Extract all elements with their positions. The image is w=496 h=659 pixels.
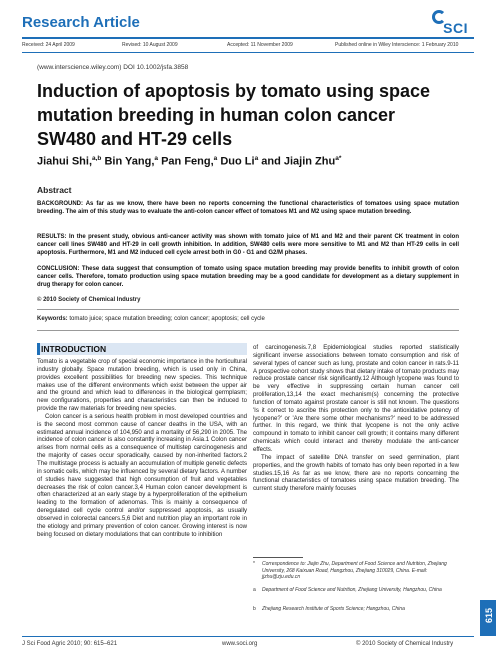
body-column-right	[253, 344, 459, 493]
page-number: 615	[484, 607, 494, 623]
author-name: Jiahui Shi,	[37, 155, 93, 168]
footnote-rule	[253, 557, 303, 558]
results-label: RESULTS:	[37, 234, 67, 240]
article-title: Induction of apoptosis by tomato using space mutation breeding in human colon cancer SW480 and HT-29 cells	[37, 81, 431, 149]
author-affiliation: a,b	[92, 155, 102, 162]
author-name: and Jiajin Zhu	[258, 155, 336, 168]
dates-rule	[22, 52, 474, 53]
site-link[interactable]: www.soci.org	[222, 641, 258, 647]
accepted-date: Accepted: 11 November 2009	[227, 42, 293, 48]
published-date: Published online in Wiley Interscience: 1 February 2010	[335, 42, 459, 48]
footnote-text: Zhejiang Research Institute of Sports Science; Hangzhou, China	[262, 606, 405, 612]
section-label: Research Article	[22, 14, 140, 31]
journal-citation: J Sci Food Agric 2010; 90: 615–621	[22, 641, 118, 647]
conclusion-label: CONCLUSION:	[37, 266, 80, 272]
conclusion-text: These data suggest that consumption of tomato using space mutation breeding may provide benefits to inhibit growth of colon cancer cells. Therefore, tomato production using space mutation breeding may be a good candidate for development as a dietary supplement in drug therapy for colon cancer.	[37, 266, 459, 288]
author-name: Duo Li	[217, 155, 255, 168]
author-affiliation: a	[154, 155, 159, 162]
doi-link[interactable]: (www.interscience.wiley.com) DOI 10.1002/jsfa.3858	[37, 64, 189, 71]
author-affiliation: a	[254, 155, 259, 162]
background-label: BACKGROUND:	[37, 201, 83, 207]
footnote-affiliation-a	[253, 587, 459, 594]
intro-heading: INTRODUCTION	[41, 344, 107, 354]
revised-date: Revised: 10 August 2009	[122, 42, 178, 48]
author-list	[37, 155, 341, 168]
paragraph: The impact of satellite DNA transfer on seed germination, plant properties, and the growth habits of tomato has only been reported in a few studies.15,16 As far as we know, there are no reports concerning the functional characteristics of tomatoes using space mutation breeding. The current study therefore mainly focuses	[253, 453, 459, 493]
background-text: As far as we know, there have been no reports concerning the functional characteristics of tomatoes using space mutation breeding. The aim of this study was to evaluate the anti-colon cancer effect of tomatoes M1 and M2 using space mutation breeding.	[37, 201, 459, 215]
received-date: Received: 24 April 2009	[22, 42, 75, 48]
footnote-text: Correspondence to: Jiajin Zhu, Department of Food Science and Nutrition, Zhejiang University, 268 Kaixuan Road, Hangzhou, Zhejiang 310029, China. E-mail: jjzhu@zju.edu.cn	[262, 561, 447, 580]
paragraph: Tomato is a vegetable crop of special economic importance in the horticultural industry globally. Space mutation breeding, which is used only in China, provides excellent possibilities for breeding new species. This technique makes use of the different environments which exist between the upper air and the ground and which lead to differences in the biological germplasm; new configurations, properties and characteristics can then be induced to provide the raw materials for breeding new species.	[37, 358, 247, 413]
header-rule	[22, 37, 474, 39]
author-name: Bin Yang,	[101, 155, 155, 168]
author-name: Pan Feng,	[158, 155, 214, 168]
author-affiliation: a*	[335, 155, 342, 162]
abstract-background	[37, 201, 459, 217]
abstract-heading: Abstract	[37, 185, 72, 195]
footnote-text: Department of Food Science and Nutrition, Zhejiang University, Hangzhou, China	[262, 587, 442, 593]
body-column-left	[37, 358, 247, 538]
footnote-mark: *	[253, 561, 255, 567]
sci-logo	[428, 10, 468, 40]
footnote-affiliation-b	[253, 606, 459, 613]
footer-copyright: © 2010 Society of Chemical Industry	[356, 641, 454, 647]
author-affiliation: a	[213, 155, 218, 162]
keywords-rule-top	[37, 309, 459, 310]
abstract-conclusion	[37, 266, 459, 289]
keywords-label: Keywords:	[37, 316, 68, 322]
keywords	[37, 316, 265, 322]
page-number-tab	[480, 600, 496, 636]
logo-text: SCI	[443, 20, 468, 36]
footer-rule	[22, 636, 474, 637]
footnote-mark: b	[253, 606, 256, 612]
results-text: In the present study, obvious anti-cancer activity was shown with tomato juice of M1 and M2 and their parent CK treatment in colon cancer cell lines SW480 and HT-29 in cell growth inhibition. In addition, SW480 cells were more sensitive to M1 and M2 than HT-29 cells in cell apoptosis. Furthermore, M1 and M2 induced cell cycle arrest both in G0 - G1 and G2/M phases.	[37, 234, 459, 256]
keywords-text: tomato juice; space mutation breeding; colon cancer; apoptosis; cell cycle	[67, 316, 265, 322]
footnote-correspondence	[253, 561, 459, 581]
paragraph: Colon cancer is a serious health problem in most developed countries and is the second most common cause of cancer deaths in the USA, with an estimated annual incidence of 104,950 and a mortality of 56,290 in 2005. The incidence of colon cancer is also constantly increasing in Asia.1 Colon cancer arises from normal cells as a consequence of multistep carcinogenesis and the majority of cases occur sporadically, caused by non-inherited factors.2 The multistage process is actually an accumulation of multiple genetic defects in somatic cells, which may be influenced by several dietary factors. A number of studies have suggested that high consumption of fruit and vegetables decreases the risk of colon cancer.3,4 Human colon cancer development is often characterized at an early stage by a hyperproliferation of the epithelium leading to the formation of adenomas. This is mainly a consequence of deregulated cell cycle control and/or suppressed apoptosis, as usually observed in colorectal cancers.5,6 Diet and nutrition play an important role in the etiology and primary prevention of colon cancer. Growing interest is now being focused on dietary modulations that can contribute to inhibition	[37, 412, 247, 538]
footnote-mark: a	[253, 587, 256, 593]
keywords-rule-bottom	[37, 330, 459, 331]
abstract-results	[37, 234, 459, 257]
abstract-copyright: © 2010 Society of Chemical Industry	[37, 297, 141, 303]
paragraph: of carcinogenesis.7,8 Epidemiological studies reported statistically significant inverse associations between tomato consumption and risk of several types of cancer such as lung, prostate and colon cancer in rats.9-11 A prospective cohort study shows that dietary intake of tomato products may reduce prostate cancer risk significantly.12 Although lycopene was found to be very effective in suppressing certain human cancer cell proliferation,13,14 the exact mechanism(s) concerning the protective function of tomato against prostate cancer is still not known. The questions 'Is it correct to ascribe this protection only to the antioxidative potency of lycopene?' or 'Are there some other mechanisms?' need to be addressed further. In this regard, we think that lycopene is not the only active compound in tomato to inhibit cancer cell growth; it contains many different chemicals which could interact and thereby modulate the anti-cancer effects.	[253, 344, 459, 453]
